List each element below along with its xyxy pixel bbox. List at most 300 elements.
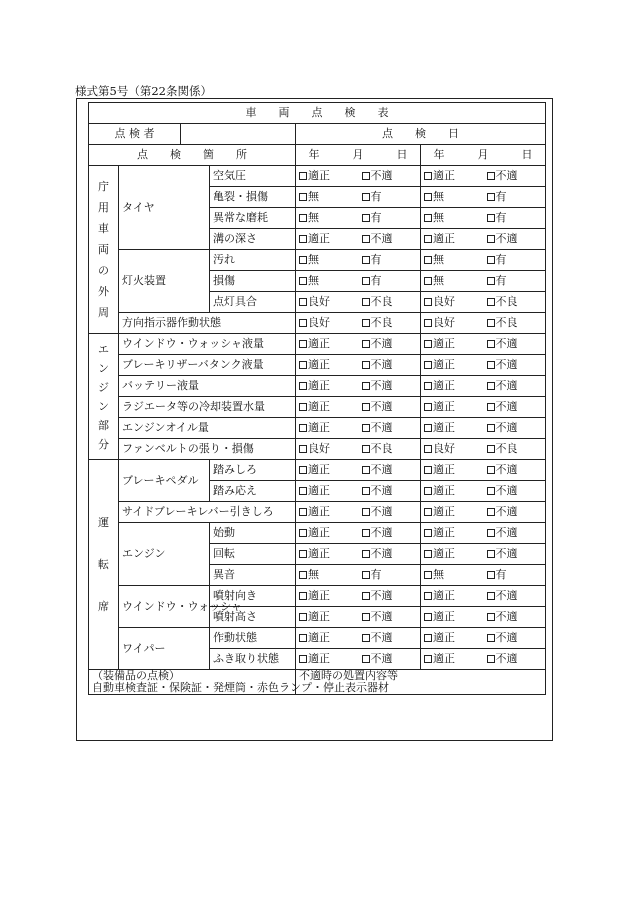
check-cell[interactable] [358, 628, 421, 649]
check-cell[interactable] [296, 439, 358, 460]
check-cell[interactable] [421, 544, 483, 565]
check-cell[interactable] [296, 586, 358, 607]
option-label: 不適 [370, 232, 393, 245]
check-cell[interactable] [296, 355, 358, 376]
check-cell[interactable] [358, 313, 421, 334]
check-cell[interactable] [421, 649, 483, 670]
check-cell[interactable] [483, 292, 546, 313]
check-cell[interactable] [421, 565, 483, 586]
title-row [89, 103, 546, 124]
check-cell[interactable] [296, 502, 358, 523]
option-label: 適正 [433, 400, 455, 413]
checkbox[interactable] [424, 487, 432, 495]
check-cell[interactable] [483, 586, 546, 607]
inspector-row [89, 124, 546, 145]
checkbox[interactable] [487, 319, 495, 327]
checkbox[interactable] [299, 634, 307, 642]
check-cell[interactable] [483, 271, 546, 292]
option-label: 有 [370, 274, 382, 287]
checkbox[interactable] [362, 214, 370, 222]
checkbox[interactable] [487, 655, 495, 663]
checkbox[interactable] [362, 550, 370, 558]
checkbox[interactable] [362, 172, 370, 180]
check-cell[interactable] [358, 523, 421, 544]
checkbox[interactable] [424, 256, 432, 264]
option-label: 適正 [433, 484, 455, 497]
checkbox[interactable] [424, 403, 432, 411]
checkbox[interactable] [487, 466, 495, 474]
check-cell[interactable] [483, 628, 546, 649]
check-cell[interactable] [421, 502, 483, 523]
check-cell[interactable] [296, 313, 358, 334]
checkbox[interactable] [299, 571, 307, 579]
option-label: 無 [433, 274, 444, 287]
checkbox[interactable] [424, 214, 432, 222]
inspection-date-label: 点 検 日 [296, 124, 546, 145]
checkbox[interactable] [424, 550, 432, 558]
check-cell[interactable] [483, 229, 546, 250]
table-row [89, 418, 546, 439]
checkbox[interactable] [424, 529, 432, 537]
checkbox[interactable] [487, 298, 495, 306]
check-cell[interactable] [421, 166, 483, 187]
checkbox[interactable] [362, 298, 370, 306]
check-cell[interactable] [421, 376, 483, 397]
check-cell[interactable] [358, 376, 421, 397]
option-label: 無 [433, 190, 444, 203]
check-cell[interactable] [358, 355, 421, 376]
option-label: 適正 [308, 610, 330, 623]
option-label: 良好 [308, 316, 330, 329]
option-label: 適正 [308, 652, 330, 665]
checkbox[interactable] [299, 466, 307, 474]
checkbox[interactable] [299, 298, 307, 306]
inspection-point-header: 点 検 箇 所 [89, 145, 296, 166]
check-cell[interactable] [358, 544, 421, 565]
table-row [89, 502, 546, 523]
table-row [89, 628, 546, 649]
item-pedal-play: 踏みしろ [210, 460, 296, 481]
checkbox[interactable] [362, 235, 370, 243]
check-cell[interactable] [358, 460, 421, 481]
check-cell[interactable] [421, 187, 483, 208]
option-label: 適正 [308, 337, 330, 350]
check-cell[interactable] [421, 250, 483, 271]
checkbox[interactable] [487, 445, 495, 453]
option-label: 有 [370, 190, 382, 203]
checkbox[interactable] [487, 529, 495, 537]
checkbox[interactable] [487, 361, 495, 369]
group-exterior [89, 166, 119, 334]
checkbox[interactable] [487, 382, 495, 390]
checkbox[interactable] [362, 508, 370, 516]
checkbox[interactable] [424, 613, 432, 621]
checkbox[interactable] [362, 571, 370, 579]
option-label: 無 [308, 211, 319, 224]
check-cell[interactable] [421, 208, 483, 229]
check-cell[interactable] [358, 208, 421, 229]
checkbox[interactable] [487, 193, 495, 201]
check-cell[interactable] [483, 208, 546, 229]
item-pedal-response: 踏み応え [210, 481, 296, 502]
check-cell[interactable] [421, 439, 483, 460]
checkbox[interactable] [487, 256, 495, 264]
option-label: 適正 [308, 421, 330, 434]
check-cell[interactable] [483, 397, 546, 418]
checkbox[interactable] [299, 214, 307, 222]
check-cell[interactable] [421, 418, 483, 439]
option-label: 良好 [433, 316, 455, 329]
checkbox[interactable] [299, 613, 307, 621]
check-cell[interactable] [421, 313, 483, 334]
check-cell[interactable] [421, 397, 483, 418]
option-label: 不適 [370, 484, 393, 497]
option-label: 無 [308, 253, 319, 266]
check-cell[interactable] [358, 439, 421, 460]
check-cell[interactable] [421, 334, 483, 355]
checkbox[interactable] [362, 361, 370, 369]
check-cell[interactable] [358, 187, 421, 208]
check-cell[interactable] [483, 376, 546, 397]
sub-washer: ウインドウ・ウォッシャ [119, 586, 210, 628]
option-label: 不適 [495, 505, 518, 518]
option-label: 不適 [370, 379, 393, 392]
checkbox[interactable] [362, 319, 370, 327]
option-label: 不適 [495, 379, 518, 392]
checkbox[interactable] [299, 319, 307, 327]
table-row [89, 313, 546, 334]
check-cell[interactable] [358, 481, 421, 502]
check-cell[interactable] [296, 229, 358, 250]
check-cell[interactable] [483, 418, 546, 439]
check-cell[interactable] [483, 460, 546, 481]
option-label: 不適 [370, 505, 393, 518]
option-label: 適正 [308, 505, 330, 518]
check-cell[interactable] [483, 649, 546, 670]
checkbox[interactable] [299, 382, 307, 390]
checkbox[interactable] [362, 529, 370, 537]
checkbox[interactable] [362, 613, 370, 621]
item-groove: 溝の深さ [210, 229, 296, 250]
date-field-1[interactable]: 年 月 日 [296, 145, 421, 166]
checkbox[interactable] [424, 592, 432, 600]
option-label: 不適 [495, 589, 518, 602]
check-cell[interactable] [358, 649, 421, 670]
check-cell[interactable] [358, 292, 421, 313]
checkbox[interactable] [362, 382, 370, 390]
checkbox[interactable] [362, 592, 370, 600]
inspector-field[interactable] [181, 124, 296, 145]
check-cell[interactable] [421, 481, 483, 502]
item-parking-brake: サイドブレーキレバー引きしろ [119, 502, 296, 523]
checkbox[interactable] [424, 277, 432, 285]
checkbox[interactable] [299, 592, 307, 600]
option-label: 適正 [308, 547, 330, 560]
check-cell[interactable] [421, 271, 483, 292]
item-spray-direction: 噴射向き [210, 586, 296, 607]
checkbox[interactable] [487, 634, 495, 642]
option-label: 無 [433, 568, 444, 581]
checkbox[interactable] [424, 466, 432, 474]
check-cell[interactable] [483, 544, 546, 565]
option-label: 有 [495, 211, 507, 224]
check-cell[interactable] [296, 166, 358, 187]
checkbox[interactable] [299, 424, 307, 432]
option-label: 不適 [370, 589, 393, 602]
checkbox[interactable] [487, 550, 495, 558]
table-row [89, 355, 546, 376]
table-row [89, 250, 546, 271]
check-cell[interactable] [358, 397, 421, 418]
checkbox[interactable] [487, 613, 495, 621]
checkbox[interactable] [299, 235, 307, 243]
check-cell[interactable] [358, 418, 421, 439]
option-label: 適正 [433, 589, 455, 602]
check-cell[interactable] [358, 565, 421, 586]
checkbox[interactable] [487, 403, 495, 411]
checkbox[interactable] [362, 256, 370, 264]
option-label: 適正 [433, 526, 455, 539]
check-cell[interactable] [296, 565, 358, 586]
check-cell[interactable] [296, 418, 358, 439]
check-cell[interactable] [358, 166, 421, 187]
option-label: 不適 [370, 421, 393, 434]
option-label: 良好 [433, 295, 455, 308]
check-cell[interactable] [358, 229, 421, 250]
check-cell[interactable] [483, 523, 546, 544]
checkbox[interactable] [487, 235, 495, 243]
check-cell[interactable] [421, 229, 483, 250]
checkbox[interactable] [362, 424, 370, 432]
table-row [89, 334, 546, 355]
check-cell[interactable] [421, 628, 483, 649]
option-label: 不適 [370, 169, 393, 182]
checkbox[interactable] [424, 424, 432, 432]
check-cell[interactable] [296, 187, 358, 208]
checkbox[interactable] [424, 571, 432, 579]
option-label: 適正 [433, 232, 455, 245]
check-cell[interactable] [483, 313, 546, 334]
option-label: 適正 [433, 421, 455, 434]
check-cell[interactable] [296, 628, 358, 649]
check-cell[interactable] [296, 271, 358, 292]
checkbox[interactable] [424, 655, 432, 663]
option-label: 不適 [370, 610, 393, 623]
checkbox[interactable] [362, 193, 370, 201]
check-cell[interactable] [421, 586, 483, 607]
checkbox[interactable] [487, 508, 495, 516]
checkbox[interactable] [299, 655, 307, 663]
checkbox[interactable] [299, 403, 307, 411]
option-label: 不適 [495, 631, 518, 644]
group-driver-label: 運転席 [98, 515, 109, 613]
group-engine-label: エンジン部分 [98, 342, 109, 451]
item-operation: 作動状態 [210, 628, 296, 649]
checkbox[interactable] [362, 340, 370, 348]
check-cell[interactable] [421, 460, 483, 481]
check-cell[interactable] [483, 565, 546, 586]
option-label: 無 [308, 190, 319, 203]
checkbox[interactable] [299, 256, 307, 264]
checkbox[interactable] [299, 277, 307, 285]
check-cell[interactable] [483, 607, 546, 628]
option-label: 良好 [433, 442, 455, 455]
checkbox[interactable] [362, 277, 370, 285]
check-cell[interactable] [296, 607, 358, 628]
checkbox[interactable] [362, 634, 370, 642]
checkbox[interactable] [487, 424, 495, 432]
option-label: 無 [433, 211, 444, 224]
checkbox[interactable] [362, 655, 370, 663]
sub-engine: エンジン [119, 523, 210, 586]
checkbox[interactable] [299, 445, 307, 453]
check-cell[interactable] [296, 334, 358, 355]
check-cell[interactable] [296, 481, 358, 502]
checkbox[interactable] [487, 340, 495, 348]
checkbox[interactable] [424, 382, 432, 390]
option-label: 適正 [308, 358, 330, 371]
checkbox[interactable] [487, 592, 495, 600]
checkbox[interactable] [424, 361, 432, 369]
item-lighting: 点灯具合 [210, 292, 296, 313]
sub-tire: タイヤ [119, 166, 210, 250]
option-label: 有 [495, 190, 507, 203]
check-cell[interactable] [296, 397, 358, 418]
checkbox[interactable] [424, 634, 432, 642]
option-label: 適正 [433, 547, 455, 560]
table-row [89, 376, 546, 397]
option-label: 適正 [433, 358, 455, 371]
option-label: 不適 [370, 358, 393, 371]
check-cell[interactable] [421, 292, 483, 313]
option-label: 適正 [433, 463, 455, 476]
item-turn-signal: 方向指示器作動状態 [119, 313, 296, 334]
option-label: 不適 [495, 610, 518, 623]
option-label: 不良 [370, 316, 393, 329]
option-label: 適正 [308, 463, 330, 476]
checkbox[interactable] [487, 214, 495, 222]
option-label: 有 [370, 253, 382, 266]
check-cell[interactable] [358, 271, 421, 292]
check-cell[interactable] [358, 334, 421, 355]
item-dirt: 汚れ [210, 250, 296, 271]
option-label: 適正 [433, 652, 455, 665]
check-cell[interactable] [358, 607, 421, 628]
remedy-label: 不適時の処置内容等 [299, 669, 398, 682]
checkbox[interactable] [362, 487, 370, 495]
option-label: 適正 [308, 232, 330, 245]
checkbox[interactable] [299, 550, 307, 558]
check-cell[interactable] [483, 250, 546, 271]
check-cell[interactable] [296, 523, 358, 544]
checkbox[interactable] [299, 361, 307, 369]
checkbox[interactable] [362, 403, 370, 411]
check-cell[interactable] [296, 250, 358, 271]
option-label: 有 [495, 568, 507, 581]
check-cell[interactable] [296, 544, 358, 565]
checkbox[interactable] [424, 193, 432, 201]
check-cell[interactable] [421, 607, 483, 628]
checkbox[interactable] [299, 193, 307, 201]
footer-row [89, 670, 546, 695]
option-label: 不適 [495, 400, 518, 413]
check-cell[interactable] [421, 355, 483, 376]
checkbox[interactable] [424, 172, 432, 180]
checkbox[interactable] [487, 571, 495, 579]
group-engine-room [89, 334, 119, 460]
option-label: 不良 [495, 316, 518, 329]
checkbox[interactable] [424, 298, 432, 306]
sub-brake-pedal: ブレーキペダル [119, 460, 210, 502]
checkbox[interactable] [424, 445, 432, 453]
checkbox[interactable] [299, 487, 307, 495]
item-washer-fluid: ウインドウ・ウォッシャ液量 [119, 334, 296, 355]
option-label: 不適 [495, 547, 518, 560]
check-cell[interactable] [483, 334, 546, 355]
option-label: 良好 [308, 442, 330, 455]
checkbox[interactable] [299, 508, 307, 516]
option-label: 不適 [370, 652, 393, 665]
option-label: 不良 [495, 295, 518, 308]
option-label: 不良 [370, 295, 393, 308]
option-label: 不適 [370, 337, 393, 350]
option-label: 不良 [495, 442, 518, 455]
item-spray-height: 噴射高さ [210, 607, 296, 628]
checkbox[interactable] [362, 466, 370, 474]
checkbox[interactable] [299, 529, 307, 537]
check-cell[interactable] [358, 502, 421, 523]
checkbox[interactable] [424, 340, 432, 348]
checkbox[interactable] [487, 277, 495, 285]
item-wiping: ふき取り状態 [210, 649, 296, 670]
check-cell[interactable] [483, 502, 546, 523]
checkbox[interactable] [487, 172, 495, 180]
table-row [89, 166, 546, 187]
check-cell[interactable] [296, 208, 358, 229]
check-cell[interactable] [296, 649, 358, 670]
check-cell[interactable] [296, 292, 358, 313]
checkbox[interactable] [299, 340, 307, 348]
option-label: 適正 [308, 526, 330, 539]
option-label: 有 [370, 211, 382, 224]
option-label: 有 [495, 274, 507, 287]
checkbox[interactable] [487, 487, 495, 495]
date-field-2[interactable]: 年 月 日 [421, 145, 546, 166]
check-cell[interactable] [358, 586, 421, 607]
option-label: 無 [308, 274, 319, 287]
check-cell[interactable] [296, 376, 358, 397]
option-label: 不適 [495, 358, 518, 371]
check-cell[interactable] [296, 460, 358, 481]
check-cell[interactable] [483, 481, 546, 502]
check-cell[interactable] [483, 187, 546, 208]
checkbox[interactable] [362, 445, 370, 453]
check-cell[interactable] [483, 166, 546, 187]
option-label: 不適 [495, 463, 518, 476]
item-rotation: 回転 [210, 544, 296, 565]
check-cell[interactable] [483, 439, 546, 460]
checkbox[interactable] [424, 235, 432, 243]
option-label: 適正 [433, 337, 455, 350]
check-cell[interactable] [421, 523, 483, 544]
checkbox[interactable] [424, 319, 432, 327]
checkbox[interactable] [299, 172, 307, 180]
check-cell[interactable] [358, 250, 421, 271]
group-driver-seat [89, 460, 119, 670]
checkbox[interactable] [424, 508, 432, 516]
check-cell[interactable] [483, 355, 546, 376]
table-row [89, 523, 546, 544]
